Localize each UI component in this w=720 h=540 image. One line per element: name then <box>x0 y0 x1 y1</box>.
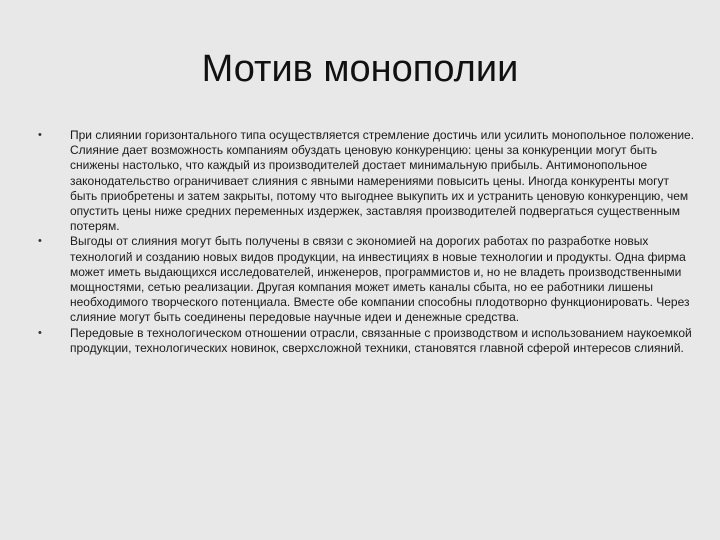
bullet-item <box>38 234 698 325</box>
bullet-text: Передовые в технологическом отношении отрасли, связанные с производством и использованием наукоемкой продукции, технологических новинок, сверхсложной техники, становятся главной сферой интересов слияний. <box>70 325 692 355</box>
bullet-marker: • <box>38 326 42 339</box>
bullet-text: При слиянии горизонтального типа осуществляется стремление достичь или усилить монопольное положение. Слияние дает возможность компаниям обуздать ценовую конкуренцию: цены за конкуренции могут быть снижены настолько, что каждый из производителей достает минимальную прибыль. Антимонопольное законодательство ограничивает слияния с явными намерениями повысить цены. Иногда конкуренты могут быть приобретены и затем закрыты, потому что выгоднее выкупить их и устранить ценовую конкуренцию, чем опустить цены ниже средних переменных издержек, заставляя производителей подвергаться существенным потерям. <box>70 128 695 234</box>
bullet-marker: • <box>38 129 42 141</box>
bullet-item <box>38 128 698 234</box>
slide-title: Мотив монополии <box>201 48 519 90</box>
bullet-list <box>38 128 698 356</box>
bullet-item <box>38 326 698 356</box>
bullet-marker: • <box>38 235 42 248</box>
bullet-text: Выгоды от слияния могут быть получены в связи с экономией на дорогих работах по разработке новых технологий и созданию новых видов продукции, на инвестициях в новые технологии и продукты. Одна фирма может иметь выдающихся исследователей, инженеров, программистов и, но не владеть производственными мощностями, сетью реализации. Другая компания может иметь каналы сбыта, но ее работники лишены необходимого творческого потенциала. Вместе обе компании способны плодотворно функционировать. Через слияние могут быть соединены передовые научные идеи и денежные средства. <box>70 234 690 325</box>
